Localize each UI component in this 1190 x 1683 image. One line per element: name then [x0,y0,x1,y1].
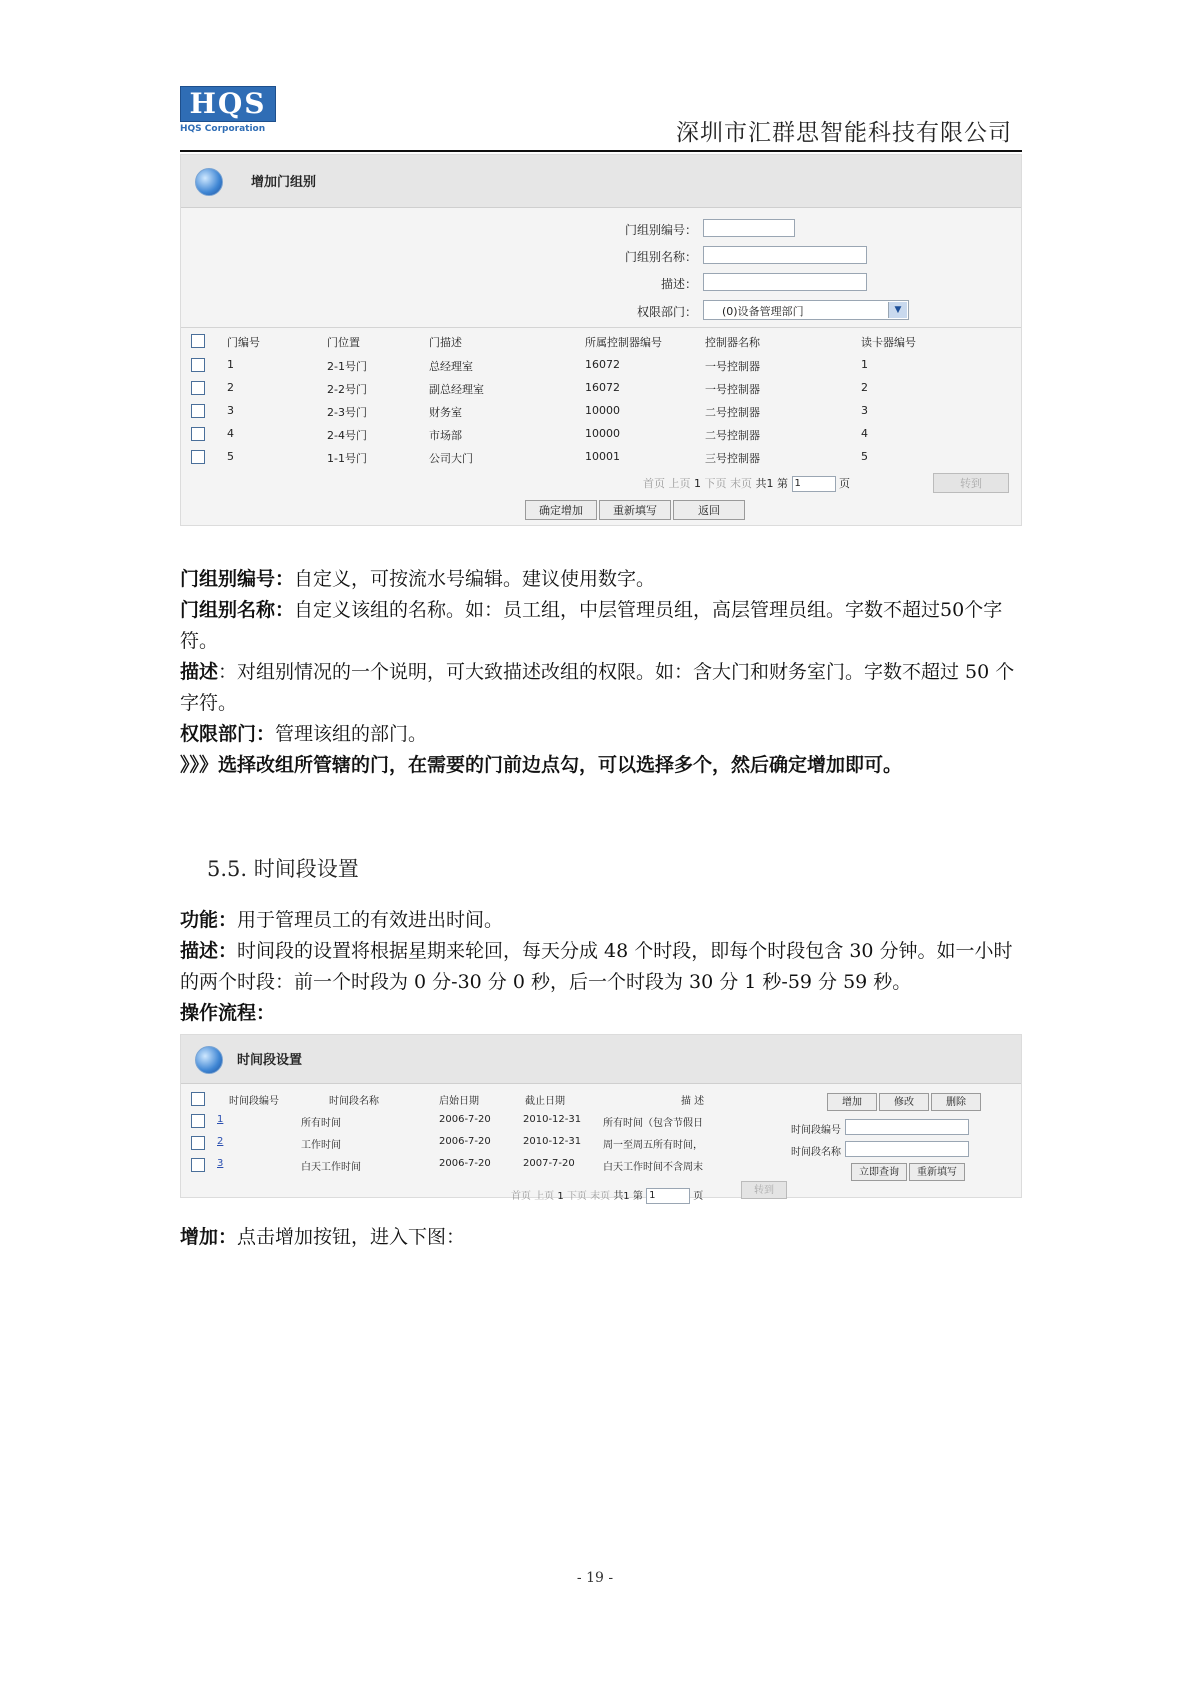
controller-name: 一号控制器 [705,360,760,373]
prev-page-link[interactable]: 上页 [668,477,691,490]
note-description [180,657,1020,719]
table-row [181,1155,781,1177]
col-description: 描 述 [681,1096,705,1107]
select-all-checkbox[interactable] [191,334,205,348]
col-start-date: 启始日期 [439,1096,479,1107]
total-pages: 共1 [613,1191,630,1202]
note-term: 门组别编号： [180,568,295,590]
pagination [643,475,850,492]
department-select[interactable] [703,300,909,320]
col-door-description: 门描述 [429,336,462,349]
row-checkbox[interactable] [191,358,205,372]
section-title: 时间段设置 [253,857,359,881]
note-term: 描述 [180,661,219,683]
door-table [181,331,1021,481]
page-number-input[interactable]: 1 [792,476,836,492]
chevron-down-icon[interactable]: ▼ [888,302,907,318]
reader-id: 1 [861,358,868,371]
reader-id: 5 [861,450,868,463]
col-door-position: 门位置 [327,336,360,349]
table-row [181,1111,781,1133]
note-text: 时间段的设置将根据星期来轮回，每天分成 48 个时段，即每个时段包含 30 分钟。如一小时的两个时段：前一个时段为 0 分-30 分 0 秒，后一个时段为 30 分 1 秒-59 分 59 秒。 [180,940,1013,993]
add-button[interactable]: 增加 [827,1093,877,1111]
logo-subtitle: HQS Corporation [180,124,266,134]
department-label: 权限部门： [636,305,697,319]
section-number: 5.5. [207,857,248,881]
row-checkbox[interactable] [191,404,205,418]
reader-id: 2 [861,381,868,394]
page-number: - 19 - [576,1570,614,1586]
note-text: 管理该组的部门。 [275,723,428,745]
panel-title: 增加门组别 [251,175,317,190]
row-checkbox[interactable] [191,450,205,464]
col-controller-name: 控制器名称 [705,336,760,349]
last-page-link[interactable]: 末页 [730,477,752,490]
controller-name: 二号控制器 [705,429,760,442]
note-instruction [180,750,1020,781]
note-procedure [180,998,1020,1029]
table-row [181,401,1021,423]
page-number-input[interactable]: 1 [646,1188,690,1204]
row-checkbox[interactable] [191,1114,205,1128]
reset-form-button[interactable]: 重新填写 [599,500,671,520]
logo-mark: HQS [180,86,276,122]
reader-id: 4 [861,427,868,440]
table-row [181,447,1021,469]
door-description: 公司大门 [429,452,473,465]
door-id: 3 [227,404,234,417]
segment-description: 周一至周五所有时间， [603,1140,703,1151]
segment-id-link[interactable]: 3 [217,1158,224,1169]
col-end-date: 截止日期 [525,1096,565,1107]
description-input[interactable] [703,273,867,291]
header-divider [180,150,1022,152]
next-page-link[interactable]: 下页 [704,477,727,490]
segment-name: 工作时间 [301,1140,341,1151]
page-label: 第 [777,477,788,490]
note-text: 自定义该组的名称。如：员工组，中层管理员组，高层管理员组。字数不超过50个字符。 [180,599,1003,652]
segment-name-search-input[interactable] [845,1141,969,1157]
section-heading [207,853,359,883]
page-label: 第 [632,1191,643,1202]
segment-id-link[interactable]: 2 [217,1136,224,1147]
form-divider [181,327,1021,328]
end-date: 2010-12-31 [523,1114,582,1125]
department-select-value: (0)设备管理部门 [722,305,804,318]
door-id: 2 [227,381,234,394]
door-id: 5 [227,450,234,463]
note-department [180,719,1020,750]
back-button[interactable]: 返回 [673,500,745,520]
door-id: 1 [227,358,234,371]
note-group-name [180,595,1020,657]
select-all-checkbox[interactable] [191,1092,205,1106]
controller-id: 16072 [585,358,620,371]
add-instruction [180,1222,1020,1253]
door-description: 市场部 [429,429,462,442]
end-date: 2007-7-20 [523,1158,575,1169]
segment-id-search-label: 时间段编号 [791,1125,841,1136]
table-row [181,424,1021,446]
door-position: 1-1号门 [327,452,367,465]
pagination [511,1187,703,1204]
prev-page-link[interactable]: 上页 [534,1191,555,1202]
row-checkbox[interactable] [191,381,205,395]
edit-button[interactable]: 修改 [879,1093,929,1111]
group-name-label: 门组别名称： [624,250,697,264]
group-id-input[interactable] [703,219,795,237]
controller-id: 10000 [585,404,620,417]
time-segment-panel [180,1034,1022,1202]
reader-id: 3 [861,404,868,417]
note-text: 点击增加按钮，进入下图： [237,1226,466,1248]
note-description [180,936,1020,998]
controller-name: 二号控制器 [705,406,760,419]
globe-icon [195,1046,223,1074]
door-description: 副总经理室 [429,383,484,396]
segment-id-search-input[interactable] [845,1119,969,1135]
col-controller-id: 所属控制器编号 [585,336,662,349]
delete-button[interactable]: 删除 [931,1093,981,1111]
row-checkbox[interactable] [191,1136,205,1150]
globe-icon [195,168,223,196]
door-description: 总经理室 [429,360,473,373]
controller-name: 三号控制器 [705,452,760,465]
controller-id: 10000 [585,427,620,440]
panel-header [181,1035,1021,1084]
table-header-row [181,331,1021,353]
note-term: 功能： [180,909,238,931]
first-page-link[interactable]: 首页 [643,477,665,490]
note-term: 权限部门： [180,723,276,745]
total-pages: 共1 [755,477,774,490]
door-group-field-notes [180,564,1020,781]
current-page: 1 [557,1191,564,1202]
table-header-row [181,1089,781,1111]
table-row [181,1133,781,1155]
description-label: 描述： [660,277,697,291]
door-position: 2-2号门 [327,383,367,396]
note-text: ：对组别情况的一个说明，可大致描述改组的权限。如：含大门和财务室门。字数不超过 50 个字符。 [180,661,1015,714]
go-page-button[interactable]: 转到 [741,1181,787,1199]
segment-name: 所有时间 [301,1118,341,1129]
time-segment-notes [180,905,1020,1029]
segment-name-search-label: 时间段名称 [791,1147,841,1158]
door-position: 2-1号门 [327,360,367,373]
company-name: 深圳市汇群思智能科技有限公司 [676,120,1012,146]
segment-name: 白天工作时间 [301,1162,361,1173]
col-segment-id: 时间段编号 [229,1096,279,1107]
note-term: 增加： [180,1226,238,1248]
note-group-id [180,564,1020,595]
next-page-link[interactable]: 下页 [566,1191,587,1202]
col-reader-id: 读卡器编号 [861,336,916,349]
note-term: 操作流程： [180,1002,276,1024]
controller-id: 16072 [585,381,620,394]
controller-name: 一号控制器 [705,383,760,396]
row-checkbox[interactable] [191,427,205,441]
controller-id: 10001 [585,450,620,463]
table-row [181,378,1021,400]
door-description: 财务室 [429,406,462,419]
note-term: 描述： [180,940,238,962]
note-function [180,905,1020,936]
start-date: 2006-7-20 [439,1158,491,1169]
current-page: 1 [694,477,701,490]
page-unit: 页 [839,477,850,490]
note-text: 自定义，可按流水号编辑。建议使用数字。 [294,568,656,590]
segment-description: 白天工作时间不含周末 [603,1162,703,1173]
note-term: 门组别名称： [180,599,295,621]
row-checkbox[interactable] [191,1158,205,1172]
company-logo [180,86,276,136]
go-page-button[interactable]: 转到 [933,473,1009,493]
reset-search-button[interactable]: 重新填写 [909,1163,965,1181]
panel-title: 时间段设置 [237,1053,303,1068]
add-door-group-panel [180,154,1022,526]
confirm-add-button[interactable]: 确定增加 [525,500,597,520]
start-date: 2006-7-20 [439,1136,491,1147]
time-segment-table [181,1089,781,1179]
group-id-label: 门组别编号： [624,223,697,237]
col-door-id: 门编号 [227,336,260,349]
start-date: 2006-7-20 [439,1114,491,1125]
first-page-link[interactable]: 首页 [511,1191,531,1202]
door-position: 2-3号门 [327,406,367,419]
last-page-link[interactable]: 末页 [590,1191,611,1202]
segment-description: 所有时间（包含节假日 [603,1118,703,1129]
search-button[interactable]: 立即查询 [851,1163,907,1181]
end-date: 2010-12-31 [523,1136,582,1147]
door-position: 2-4号门 [327,429,367,442]
note-text: 用于管理员工的有效进出时间。 [237,909,504,931]
group-name-input[interactable] [703,246,867,264]
note-term: 》》》选择改组所管辖的门，在需要的门前边点勾，可以选择多个，然后确定增加即可。 [180,754,903,776]
col-segment-name: 时间段名称 [329,1096,379,1107]
table-row [181,355,1021,377]
panel-header [181,155,1021,208]
page-unit: 页 [693,1191,704,1202]
door-id: 4 [227,427,234,440]
segment-id-link[interactable]: 1 [217,1114,224,1125]
